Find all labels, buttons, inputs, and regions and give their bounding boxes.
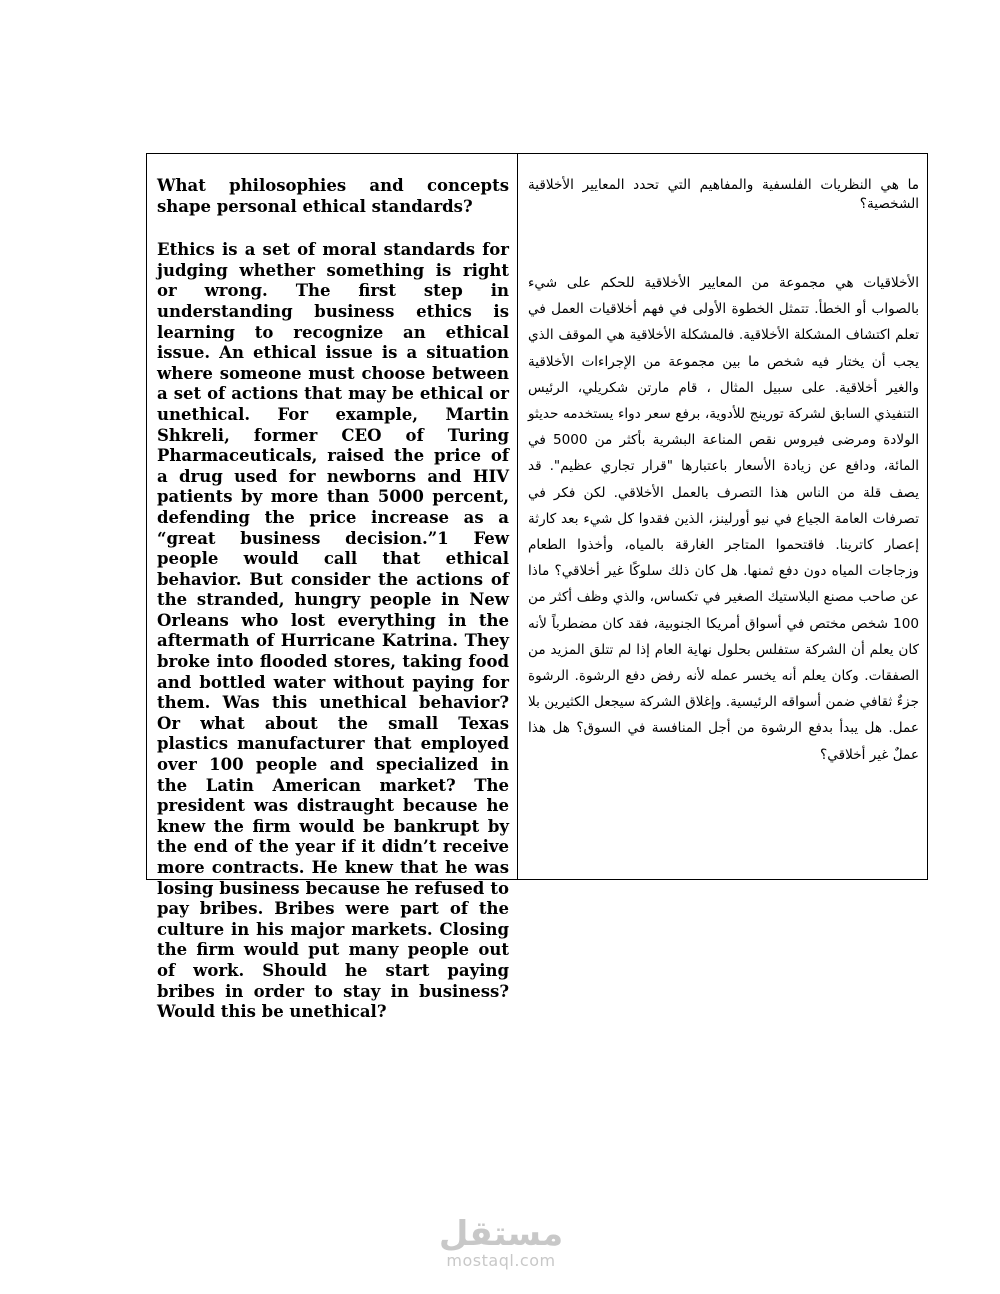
arabic-body: الأخلاقيات هي مجموعة من المعايير الأخلاقية للحكم على شيء بالصواب أو الخطأ. تتمثل الخطوة الأولى في فهم أخلاقيات العمل في تعلم اكتشاف المشكلة الأخلاقية. فالمشكلة الأخلاقية هي الموقف الذي يجب أن يختار فيه شخص ما بين مجموعة من الإجراءات الأخلاقية والغير أخلاقية. على سبيل المثال ، قام مارتن شكريلي، الرئيس التنفيذي السابق لشركة تورينج للأدوية، برفع سعر دواء يستخدمه حديثو الولادة ومرضى فيروس نقص المناعة البشرية بأكثر من 5000 في المائة، ودافع عن زيادة الأسعار باعتبارها "قرار تجاري عظيم". قد يصف قلة من الناس هذا التصرف بالعمل الأخلاقي. لكن فكر في تصرفات العامة الجياع في نيو أورلينز، الذين فقدوا كل شيء بعد كارثة إعصار كاترينا. فاقتحموا المتاجر الغارقة بالمياه، وأخذوا الطعام وزجاجات المياه دون دفع ثمنها. هل كان ذلك سلوكًا غير أخلاقي؟ ماذا عن صاحب مصنع البلاستيك الصغير في تكساس، والذي وظف أكثر من 100 شخص مختص في أسواق أمريكا الجنوبية، فقد كان مضطرباً لأنه كان يعلم أن الشركة ستفلس بحلول نهاية العام إذا لم تتلق المزيد من الصفقات. وكان يعلم أنه يخسر عمله لأنه رفض دفع الرشوة. الرشوة جزءٌ ثقافي ضمن أسواقه الرئيسية. وإغلاق الشركة سيجعل الكثيرين بلا عمل. هل يبدأ بدفع الرشوة من أجل المنافسة في السوق؟ هل هذا عملٌ غير أخلاقي؟ bbox=[528, 275, 920, 763]
english-body: Ethics is a set of moral standards for judging whether something is right or wrong. The first step in understanding business ethics is learning to recognize an ethical issue. An ethical issue is a situation where someone must choose between a set of actions that may be ethical or unethical. For example, Martin Shkreli, former CEO of Turing Pharmaceuticals, raised the price of a drug used for newborns and HIV patients by more than 5000 percent, defending the price increase as a “great business decision.”1 Few people would call that ethical behavior. But consider the actions of the stranded, hungry people in New Orleans who lost everything in the aftermath of Hurricane Katrina. They broke into flooded stores, taking food and bottled water without paying for them. Was this unethical behavior? Or what about the small Texas plastics manufacturer that employed over 100 people and specialized in the Latin American market? The president was distraught because he knew the firm would be bankrupt by the end of the year if it didn’t receive more contracts. He knew that he was losing business because he refused to pay bribes. Bribes were part of the culture in his major markets. Closing the firm would put many people out of work. Should he start paying bribes in order to stay in business? Would this be unethical? bbox=[157, 240, 509, 1022]
arabic-question: ما هي النظريات الفلسفية والمفاهيم التي تحدد المعايير الأخلاقية الشخصية؟ bbox=[528, 177, 919, 212]
arabic-column bbox=[518, 154, 927, 879]
english-question: What philosophies and concepts shape personal ethical standards? bbox=[157, 176, 509, 216]
watermark-arabic: مستقل bbox=[438, 1214, 564, 1254]
mostaql-watermark bbox=[438, 1216, 564, 1270]
english-column bbox=[147, 154, 518, 1022]
translation-table bbox=[146, 153, 928, 1022]
watermark-latin: mostaql.com bbox=[446, 1251, 556, 1270]
